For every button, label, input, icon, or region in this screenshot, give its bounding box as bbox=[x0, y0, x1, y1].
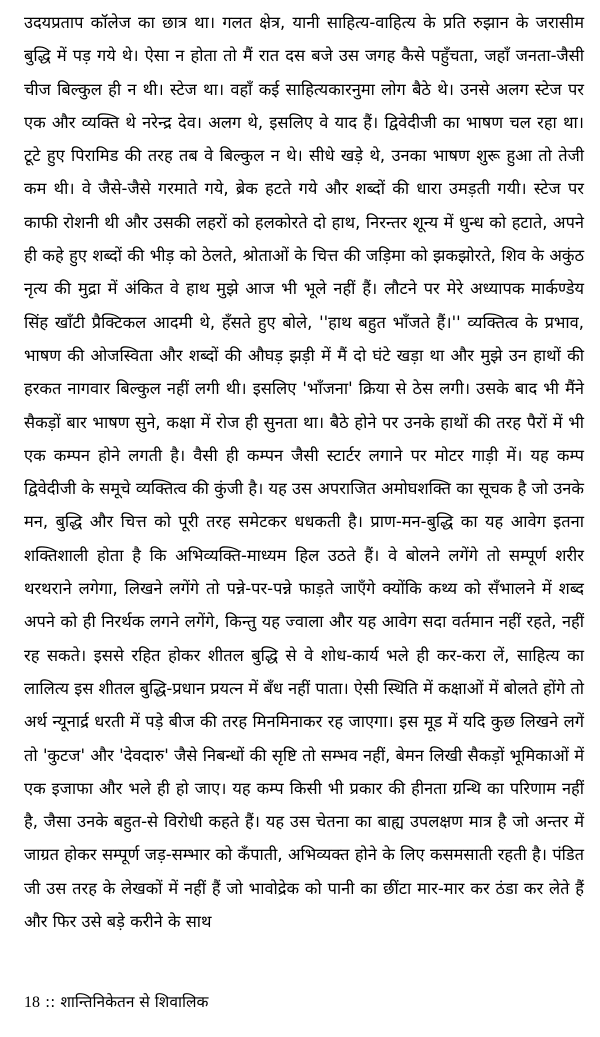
running-title: शान्तिनिकेतन से शिवालिक bbox=[60, 993, 209, 1011]
page-number: 18 bbox=[24, 994, 40, 1011]
page-footer bbox=[24, 990, 208, 1015]
body-paragraph: उदयप्रताप कॉलेज का छात्र था। गलत क्षेत्र, यानी साहित्य-वाहित्य के प्रति रुझान के जरासीम बुद्धि में पड़ गये थे। ऐसा न होता तो मैं रात दस बजे उस जगह कैसे पहुँचता, जहाँ जनता-जैसी चीज बिल्कुल ही न थी। स्टेज था। वहाँ कई साहित्यकारनुमा लोग बैठे थे। उनसे अलग स्टेज पर एक और व्यक्ति थे नरेन्द्र देव। अलग थे, इसलिए वे याद हैं। द्विवेदीजी का भाषण चल रहा था। टूटे हुए पिरामिड की तरह तब वे बिल्कुल न थे। सीधे खड़े थे, उनका भाषण शुरू हुआ तो तेजी कम थी। वे जैसे-जैसे गरमाते गये, ब्रेक हटते गये और शब्दों की धारा उमड़ती गयी। स्टेज पर काफी रोशनी थी और उसकी लहरों को हलकोरते दो हाथ, निरन्तर शून्य में धुन्ध को हटाते, अपने ही कहे हुए शब्दों की भीड़ को ठेलते, श्रोताओं के चित्त की जड़िमा को झकझोरते, शिव के अकुंठ नृत्य की मुद्रा में अंकित वे हाथ मुझे आज भी भूले नहीं हैं। लौटने पर मेरे अध्यापक मार्कण्डेय सिंह खाँटी प्रैक्टिकल आदमी थे, हँसते हुए बोले, ''हाथ बहुत भाँजते हैं।'' व्यक्तित्व के प्रभाव, भाषण की ओजस्विता और शब्दों की औघड़ झड़ी में मैं दो घंटे खड़ा था और मुझे उन हाथों की हरकत नागवार बिल्कुल नहीं लगी थी। इसलिए 'भाँजना' क्रिया से ठेस लगी। उसके बाद भी मैंने सैकड़ों बार भाषण सुने, कक्षा में रोज ही सुनता था। बैठे होने पर उनके हाथों की तरह पैरों में भी एक कम्पन होने लगती है। वैसी ही कम्पन जैसी स्टार्टर लगाने पर मोटर गाड़ी में। यह कम्प द्विवेदीजी के समूचे व्यक्तित्व की कुंजी है। यह उस अपराजित अमोघशक्ति का सूचक है जो उनके मन, बुद्धि और चित्त को पूरी तरह समेटकर धधकती है। प्राण-मन-बुद्धि का यह आवेग इतना शक्तिशाली होता है कि अभिव्यक्ति-माध्यम हिल उठते हैं। वे बोलने लगेंगे तो सम्पूर्ण शरीर थरथराने लगेगा, लिखने लगेंगे तो पन्ने-पर-पन्ने फाड़ते जाएँगे क्योंकि कथ्य को सँभालने में शब्द अपने को ही निरर्थक लगने लगेंगे, किन्तु यह ज्वाला और यह आवेग सदा वर्तमान नहीं रहते, नहीं रह सकते। इससे रहित होकर शीतल बुद्धि से वे शोध-कार्य भले ही कर-करा लें, साहित्य का लालित्य इस शीतल बुद्धि-प्रधान प्रयत्न में बँध नहीं पाता। ऐसी स्थिति में कक्षाओं में बोलते होंगे तो अर्थ न्यूनार्द्र धरती में पड़े बीज की तरह मिनमिनाकर रह जाएगा। इस मूड में यदि कुछ लिखने लगें तो 'कुटज' और 'देवदारु' जैसे निबन्धों की सृष्टि तो सम्भव नहीं, बेमन लिखी सैकड़ों भूमिकाओं में एक इजाफा और भले ही हो जाए। यह कम्प किसी भी प्रकार की हीनता ग्रन्थि का परिणाम नहीं है, जैसा उनके बहुत-से विरोधी कहते हैं। यह उस चेतना का बाह्य उपलक्षण मात्र है जो अन्तर में जाग्रत होकर सम्पूर्ण जड़-सम्भार को कँपाती, अभिव्यक्त होने के लिए कसमसाती रहती है। पंडित जी उस तरह के लेखकों में नहीं हैं जो भावोद्रेक को पानी का छींटा मार-मार कर ठंडा कर लेते हैं और फिर उसे बड़े करीने के साथ bbox=[24, 13, 584, 932]
footer-separator: :: bbox=[44, 993, 56, 1011]
